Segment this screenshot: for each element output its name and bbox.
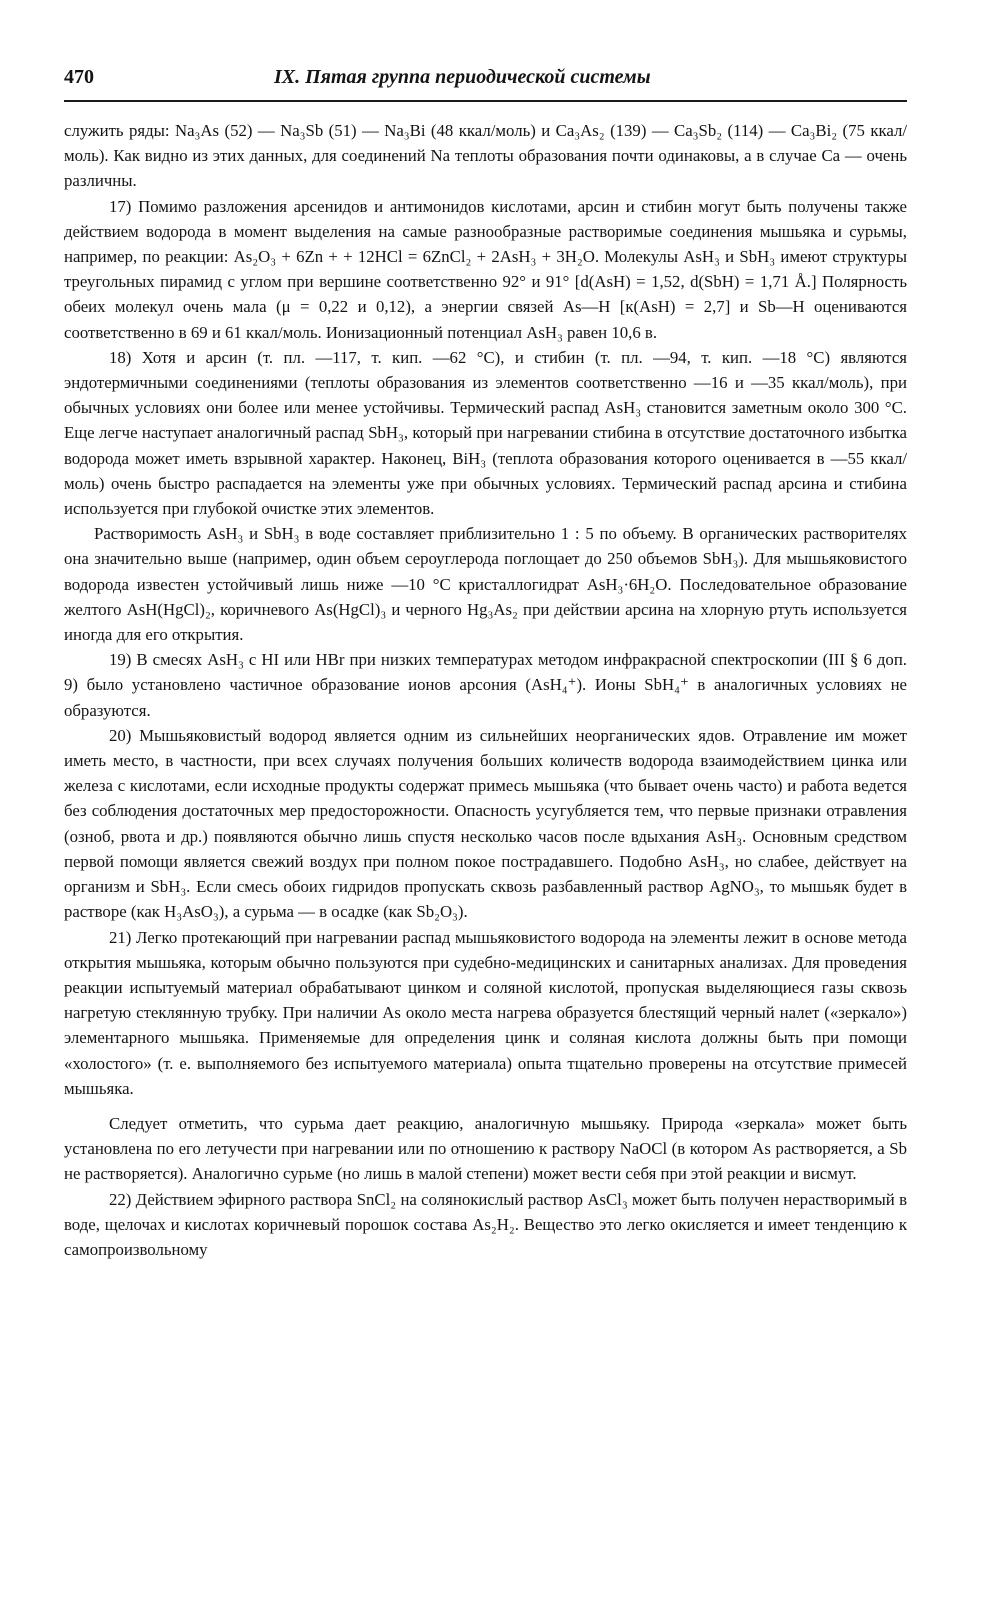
note-20-paragraph: 20) Мышьяковистый водород является одним из сильнейших неорганических ядов. Отравление им может иметь место, в частности, при всех случаях получения больших количеств водорода взаимодействием цинка или железа с кислотами, если исходные продукты содержат примесь мышьяка (что бывает очень часто) и работа ведется без соблюдения достаточных мер предосторожности. Опасность усугубляется тем, что первые признаки отравления (озноб, рвота и др.) появляются обычно лишь спустя несколько часов после вдыхания AsH₃. Основным средством первой помощи является свежий воздух при полном покое пострадавшего. Подобно AsH₃, но слабее, действует на организм и SbH₃. Если смесь обоих гидридов пропускать сквозь разбавленный раствор AgNO₃, то мышьяк будет в растворе (как H₃AsO₃), а сурьма — в осадке (как Sb₂O₃). bbox=[64, 725, 907, 922]
note-19-paragraph: 19) В смесях AsH₃ с HI или HBr при низких температурах методом инфракрасной спектроскопии (III § 6 доп. 9) было установлено частичное образование ионов арсония (AsH₄⁺). Ионы SbH₄⁺ в аналогичных условиях не образуются. bbox=[64, 650, 907, 720]
body-text bbox=[64, 118, 907, 1262]
running-title: IX. Пятая группа периодической системы bbox=[274, 66, 651, 88]
note-21-paragraph: 21) Легко протекающий при нагревании распад мышьяковистого водорода на элементы лежит в основе метода открытия мышьяка, которым обычно пользуются при судебно-медицинских и санитарных анализах. Для проведения реакции испытуемый материал обрабатывают цинком и соляной кислотой, пропуская выделяющиеся газы сквозь нагретую стеклянную трубку. При наличии As около места нагрева образуется блестящий черный налет («зеркало») элементарного мышьяка. Применяемые для определения цинк и соляная кислота должны быть при помощи «холостого» (т. е. выполняемого без испытуемого материала) опыта тщательно проверены на отсутствие примесей мышьяка. bbox=[64, 927, 907, 1098]
note-22-paragraph: 22) Действием эфирного раствора SnCl₂ на солянокислый раствор AsCl₃ может быть получен нерастворимый в воде, щелочах и кислотах коричневый порошок состава As₂H₂. Вещество это легко окисляется и имеет тенденцию к самопроизвольному bbox=[64, 1189, 907, 1259]
page-header bbox=[64, 66, 907, 102]
antimony-note-paragraph: Следует отметить, что сурьма дает реакцию, аналогичную мышьяку. Природа «зеркала» может быть установлена по его летучести при нагревании или по отношению к раствору NaOCl (в котором As растворяется, а Sb не растворяется). Аналогично сурьме (но лишь в малой степени) может вести себя при этой реакции и висмут. bbox=[64, 1113, 907, 1184]
page-number: 470 bbox=[64, 66, 94, 88]
note-18-paragraph: 18) Хотя и арсин (т. пл. —117, т. кип. —62 °C), и стибин (т. пл. —94, т. кип. —18 °C) являются эндотермичными соединениями (теплоты образования из элементов соответственно —16 и —35 ккал/моль), при обычных условиях они более или менее устойчивы. Термический распад AsH₃ становится заметным около 300 °C. Еще легче наступает аналогичный распад SbH₃, который при нагревании стибина в отсутствие достаточного избытка водорода может иметь взрывной характер. Наконец, BiH₃ (теплота образования которого оценивается в —55 ккал/моль) очень быстро распадается на элементы уже при обычных условиях. Термический распад арсина и стибина используется при глубокой очистке этих элементов. bbox=[64, 347, 907, 519]
paragraph-continuation: служить ряды: Na₃As (52) — Na₃Sb (51) — Na₃Bi (48 ккал/моль) и Ca₃As₂ (139) — Ca₃Sb₂ (114) — Ca₃Bi₂ (75 ккал/моль). Как видно из этих данных, для соединений Na теплоты образования почти одинаковы, а в случае Ca — очень различны. bbox=[64, 121, 907, 191]
solubility-paragraph: Растворимость AsH₃ и SbH₃ в воде составляет приблизительно 1 : 5 по объему. В органических растворителях она значительно выше (например, один объем сероуглерода поглощает до 250 объемов SbH₃). Для мышьяковистого водорода известен устойчивый лишь ниже —10 °C кристаллогидрат AsH₃·6H₂O. Последовательное образование желтого AsH(HgCl)₂, коричневого As(HgCl)₃ и черного Hg₃As₂ при действии арсина на хлорную ртуть используется иногда для его открытия. bbox=[64, 524, 907, 645]
note-17-paragraph: 17) Помимо разложения арсенидов и антимонидов кислотами, арсин и стибин могут быть получены также действием водорода в момент выделения на самые разнообразные растворимые соединения мышьяка и сурьмы, например, по реакции: As₂O₃ + 6Zn + + 12HCl = 6ZnCl₂ + 2AsH₃ + 3H₂O. Молекулы AsH₃ и SbH₃ имеют структуры треугольных пирамид с углом при вершине соответственно 92° и 91° [d(AsH) = 1,52, d(SbH) = 1,71 Å.] Полярность обеих молекул очень мала (μ = 0,22 и 0,12), а энергии связей As—H [к(AsH) = 2,7] и Sb—H оцениваются соответственно в 69 и 61 ккал/моль. Ионизационный потенциал AsH₃ равен 10,6 в. bbox=[64, 196, 907, 342]
